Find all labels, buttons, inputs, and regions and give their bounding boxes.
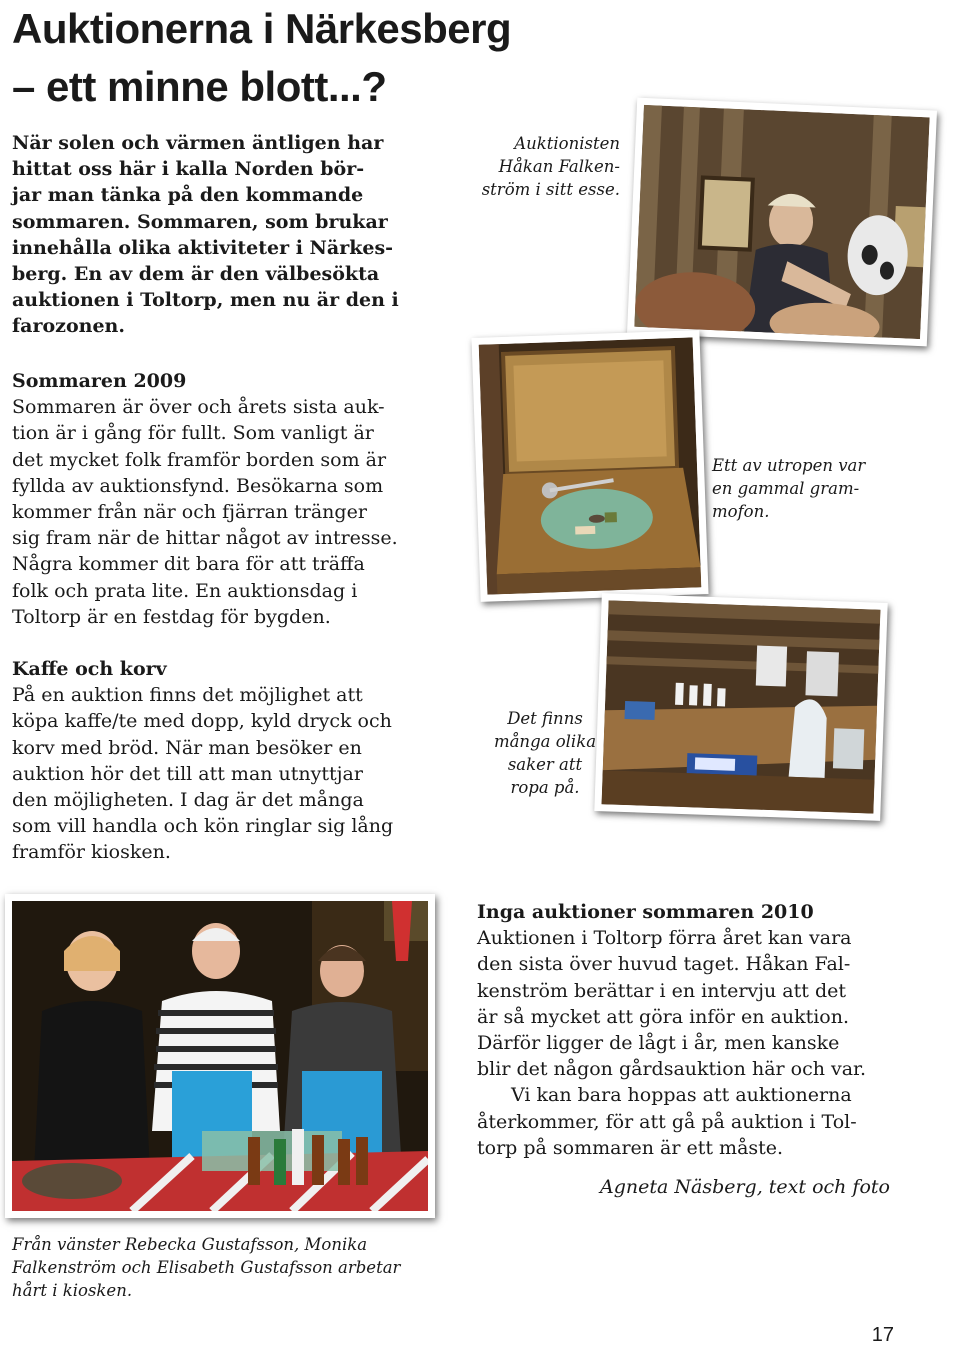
article-title-line2: – ett minne blott...? xyxy=(12,63,387,110)
text-line: innehålla olika aktiviteter i Närkes- xyxy=(12,236,394,259)
text-line: korv med bröd. När man besöker en xyxy=(12,736,362,759)
text-line: hittat oss här i kalla Norden bör- xyxy=(12,158,365,181)
text-line: Toltorp är en festdag för bygden. xyxy=(12,605,331,628)
photo-kiosk-icon xyxy=(12,901,428,1211)
text-line: På en auktion finns det möjlighet att xyxy=(12,684,363,707)
text-line: blir det någon gårdsauktion här och var. xyxy=(477,1058,867,1081)
text-line: kommer från när och fjärran tränger xyxy=(12,501,367,524)
text-line: När solen och värmen äntligen har xyxy=(12,132,384,154)
text-line: köpa kaffe/te med dopp, kyld dryck och xyxy=(12,710,392,733)
text-line: Några kommer dit bara för att träffa xyxy=(12,553,365,576)
section-sommaren-2009 xyxy=(12,368,452,630)
photo-kiosk xyxy=(5,894,435,1218)
text-line: tion är i gång för fullt. Som vanligt är xyxy=(12,422,374,445)
caption-gramophone xyxy=(712,454,912,523)
page-number: 17 xyxy=(871,1324,894,1346)
caption-auctioneer xyxy=(470,132,620,201)
section-kaffe-och-korv xyxy=(12,656,452,866)
text-line: torp på sommaren är ett måste. xyxy=(477,1136,784,1159)
caption-line: ström i sitt esse. xyxy=(481,180,620,199)
text-line: Vi kan bara hoppas att auktionerna xyxy=(511,1084,852,1107)
text-line: Auktionen i Toltorp förra året kan vara xyxy=(477,927,852,950)
text-line: som vill handla och kön ringlar sig lång xyxy=(12,815,394,838)
photo-gramophone-icon xyxy=(479,337,702,594)
lead-paragraph xyxy=(12,130,442,340)
caption-line: många olika xyxy=(493,732,597,751)
text-line: sommaren. Sommaren, som brukar xyxy=(12,210,388,233)
text-line: fyllda av auktionsfynd. Besökarna som xyxy=(12,474,384,497)
article-title-line1: Auktionerna i Närkesberg xyxy=(12,5,512,52)
photo-gramophone xyxy=(471,330,708,602)
text-line: berg. En av dem är den välbesökta xyxy=(12,263,380,286)
section-inga-auktioner xyxy=(477,899,917,1161)
text-line: återkommer, för att gå på auktion i Tol- xyxy=(477,1110,857,1133)
caption-line: Falkenström och Elisabeth Gustafsson arbetar xyxy=(12,1258,401,1277)
photo-auctioneer-icon xyxy=(634,105,929,339)
caption-line: ropa på. xyxy=(510,778,580,797)
article-title xyxy=(12,0,732,116)
caption-line: Ett av utropen var xyxy=(712,456,866,475)
text-line: den sista över huvud taget. Håkan Fal- xyxy=(477,953,851,976)
caption-kiosk xyxy=(12,1233,452,1302)
photo-items-table xyxy=(594,593,887,821)
photo-items-table-icon xyxy=(602,600,881,813)
section-heading: Kaffe och korv xyxy=(12,658,167,680)
caption-line: mofon. xyxy=(712,502,770,521)
author-signature: Agneta Näsberg, text och foto xyxy=(600,1176,890,1198)
text-line: Sommaren är över och årets sista auk- xyxy=(12,396,385,419)
text-line: sig fram när de hittar något av intresse. xyxy=(12,527,398,550)
text-line: kenström berättar i en intervju att det xyxy=(477,979,846,1002)
section-heading: Sommaren 2009 xyxy=(12,370,187,392)
caption-line: Håkan Falken- xyxy=(498,157,620,176)
text-line: auktion hör det till att man utnyttjar xyxy=(12,762,363,785)
text-line: folk och prata lite. En auktionsdag i xyxy=(12,579,358,602)
text-line: auktionen i Toltorp, men nu är den i xyxy=(12,289,399,312)
section-heading: Inga auktioner sommaren 2010 xyxy=(477,901,814,923)
text-line: framför kiosken. xyxy=(12,841,171,864)
caption-line: saker att xyxy=(507,755,583,774)
text-line: den möjligheten. I dag är det många xyxy=(12,789,364,812)
text-line: är så mycket att göra inför en auktion. xyxy=(477,1005,850,1028)
text-line: jar man tänka på den kommande xyxy=(12,184,364,207)
caption-line: Det finns xyxy=(507,709,583,728)
text-line: det mycket folk framför borden som är xyxy=(12,448,387,471)
caption-line: en gammal gram- xyxy=(712,479,860,498)
caption-line: Från vänster Rebecka Gustafsson, Monika xyxy=(12,1235,368,1254)
caption-line: hårt i kiosken. xyxy=(12,1281,133,1300)
caption-line: Auktionisten xyxy=(514,134,620,153)
text-line: Därför ligger de lågt i år, men kanske xyxy=(477,1032,840,1055)
text-line: farozonen. xyxy=(12,315,125,338)
photo-auctioneer xyxy=(627,98,937,347)
